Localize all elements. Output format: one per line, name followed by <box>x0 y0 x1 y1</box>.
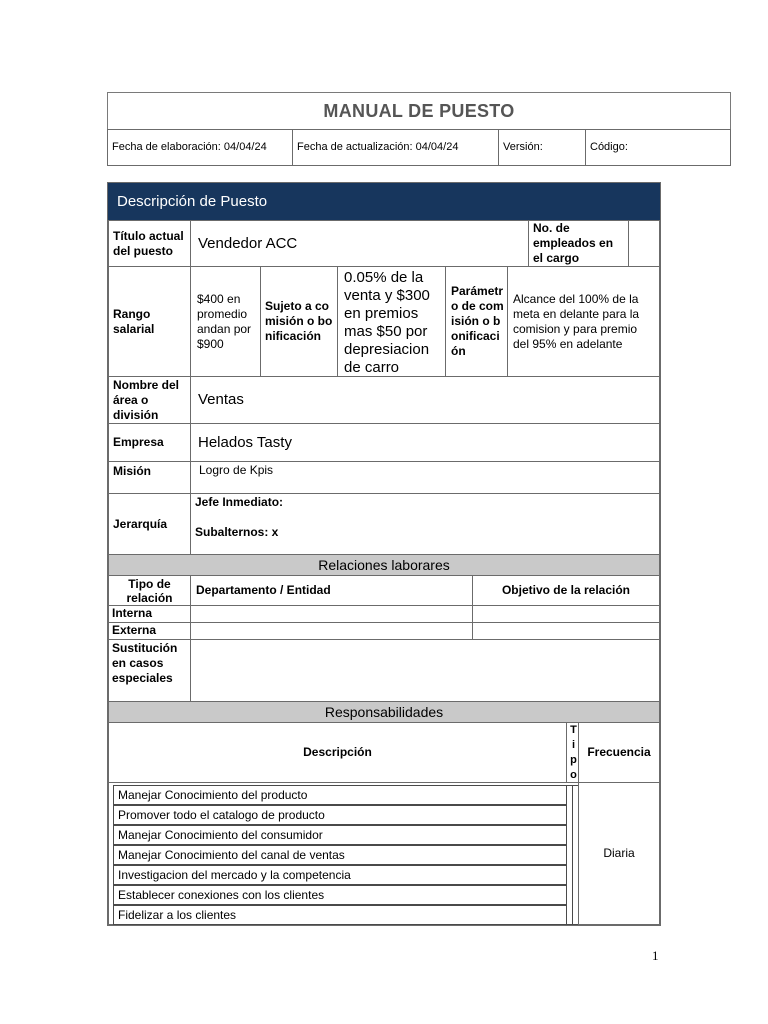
rango-label: Rango salarial <box>113 306 155 336</box>
titulo-value-cell <box>190 220 529 267</box>
fecha-elaboracion-cell <box>107 129 293 166</box>
table-row <box>108 605 191 623</box>
resp-item-text: Investigacion del mercado y la competencia <box>118 868 351 882</box>
empresa-label: Empresa <box>113 435 164 449</box>
empleados-label: No. de empleados en el cargo <box>533 221 614 265</box>
resp-col-tipo: Tipo <box>570 724 577 781</box>
empresa-value-cell <box>190 423 660 462</box>
rel-col-departamento: Departamento / Entidad <box>196 583 331 597</box>
sustitucion-label-cell <box>108 639 191 702</box>
empleados-value-cell <box>628 220 660 267</box>
parametro-value-cell <box>507 266 660 377</box>
sujeto-value: 0.05% de la venta y $300 en premios mas $50 por depresiacion de carro <box>344 269 430 376</box>
rel-col-objetivo: Objetivo de la relación <box>501 583 631 597</box>
sujeto-label: Sujeto a comisión o bonificación <box>265 299 333 343</box>
rel-objetivo-externa <box>472 622 660 640</box>
resp-col-descripcion: Descripción <box>303 745 372 759</box>
descripcion-section-header <box>108 183 660 220</box>
resp-col-frecuencia: Frecuencia <box>587 745 651 759</box>
jerarquia-value-cell <box>190 493 660 555</box>
resp-col-frecuencia-cell <box>578 722 660 783</box>
responsabilidades-section-header <box>108 701 660 723</box>
parametro-label: Parámetro de comisión o bonificación <box>451 284 504 358</box>
list-item <box>113 825 567 845</box>
mision-value: Logro de Kpis <box>199 463 274 477</box>
mision-value-cell <box>190 461 660 494</box>
rango-value-cell <box>190 266 261 377</box>
titulo-label-cell <box>108 220 191 267</box>
rel-departamento-externa <box>190 622 473 640</box>
list-item <box>113 865 567 885</box>
sujeto-label-cell <box>260 266 338 377</box>
list-item <box>113 845 567 865</box>
codigo-cell <box>585 129 731 166</box>
rel-col-departamento-cell <box>190 575 473 606</box>
jerarquia-label-cell <box>108 493 191 555</box>
responsabilidades-section-title: Responsabilidades <box>324 703 444 720</box>
sustitucion-value-cell <box>190 639 660 702</box>
fecha-actualizacion-cell <box>292 129 499 166</box>
rel-departamento-interna <box>190 605 473 623</box>
rango-value: $400 en promedio andan por $900 <box>197 291 252 351</box>
parametro-label-cell <box>445 266 508 377</box>
sustitucion-label: Sustitución en casos especiales <box>112 641 178 685</box>
resp-frecuencia-value: Diaria <box>603 846 635 860</box>
resp-tipo-divider <box>572 785 573 925</box>
resp-item-text: Manejar Conocimiento del canal de ventas <box>118 848 345 862</box>
rel-col-objetivo-cell <box>472 575 660 606</box>
area-label: Nombre del área o división <box>113 377 180 422</box>
jefe-inmediato-label: Jefe Inmediato: <box>195 495 284 509</box>
fecha-actualizacion: Fecha de actualización: 04/04/24 <box>297 141 459 153</box>
table-row <box>108 622 191 640</box>
resp-frecuencia-value-cell <box>578 782 660 925</box>
mision-label: Misión <box>113 464 151 478</box>
list-item <box>113 905 567 925</box>
relaciones-section-header <box>108 554 660 576</box>
document-title-cell <box>107 92 731 130</box>
resp-item-text: Promover todo el catalogo de producto <box>118 808 325 822</box>
mision-label-cell <box>108 461 191 494</box>
rel-col-tipo-cell <box>108 575 191 606</box>
rel-objetivo-interna <box>472 605 660 623</box>
fecha-elaboracion: Fecha de elaboración: 04/04/24 <box>112 141 267 153</box>
empleados-label-cell <box>528 220 629 267</box>
rango-label-cell <box>108 266 191 377</box>
jerarquia-label: Jerarquía <box>113 516 168 531</box>
version-label: Versión: <box>503 141 543 153</box>
sujeto-value-cell <box>337 266 446 377</box>
area-label-cell <box>108 376 191 424</box>
titulo-value: Vendedor ACC <box>198 234 298 252</box>
area-value-cell <box>190 376 660 424</box>
rel-tipo-interna: Interna <box>112 606 153 620</box>
rel-col-tipo: Tipo de relación <box>126 576 173 605</box>
list-item <box>113 885 567 905</box>
resp-item-text: Establecer conexiones con los clientes <box>118 888 325 902</box>
resp-col-descripcion-cell <box>108 722 567 783</box>
parametro-value: Alcance del 100% de la meta en delante para la comision y para premio del 95% en adelante <box>513 291 640 351</box>
codigo-label: Código: <box>590 141 628 153</box>
version-cell <box>498 129 586 166</box>
list-item <box>113 785 567 805</box>
descripcion-section-title: Descripción de Puesto <box>117 193 268 210</box>
empresa-value: Helados Tasty <box>198 433 292 451</box>
area-value: Ventas <box>198 391 244 408</box>
page-number: 1 <box>652 948 659 963</box>
document-title: MANUAL DE PUESTO <box>323 100 515 121</box>
list-item <box>113 805 567 825</box>
resp-item-text: Fidelizar a los clientes <box>118 908 237 922</box>
resp-item-text: Manejar Conocimiento del producto <box>118 788 308 802</box>
subalternos-label: Subalternos: x <box>195 525 279 539</box>
resp-item-text: Manejar Conocimiento del consumidor <box>118 828 323 842</box>
titulo-label: Título actual del puesto <box>113 228 184 258</box>
rel-tipo-externa: Externa <box>112 623 157 637</box>
empresa-label-cell <box>108 423 191 462</box>
relaciones-section-title: Relaciones laborares <box>318 556 450 573</box>
